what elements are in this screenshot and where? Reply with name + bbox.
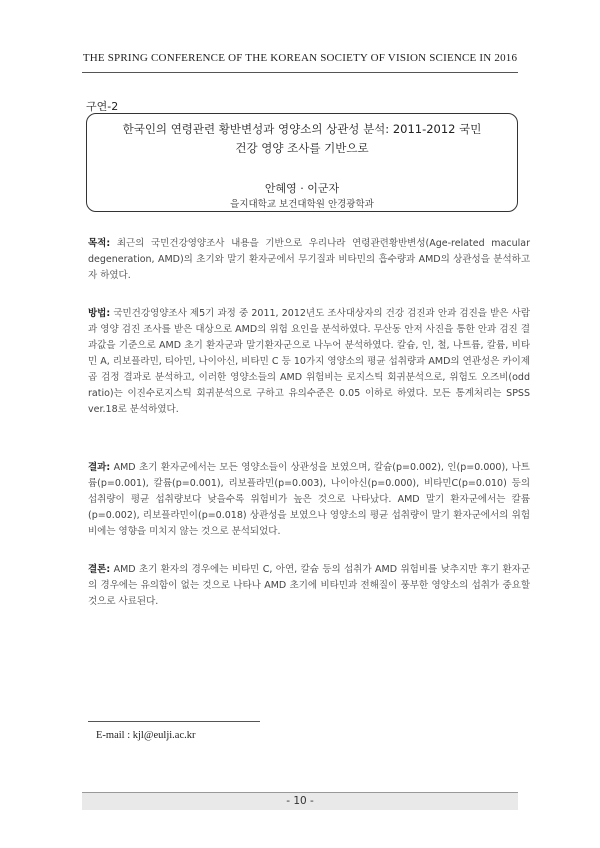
methods-section: [88, 306, 530, 418]
session-code: 구연-2: [86, 100, 119, 113]
footnote-email: E-mail : kjl@eulji.ac.kr: [96, 730, 196, 741]
results-label: 결과:: [88, 462, 111, 473]
authors: 안혜영 · 이군자: [264, 182, 340, 195]
affiliation: 을지대학교 보건대학원 안경광학과: [230, 199, 374, 210]
methods-text: 국민건강영양조사 제5기 과정 중 2011, 2012년도 조사대상자의 건강 검진과 안과 검진을 받은 사람과 영양 검진 조사를 받은 대상으로 AMD의 위험 요인을 분석하였다. 무산동 안저 사진을 통한 안과 검진 결과값을 기준으로 AMD 초기 환자군과 말기환자군으로 나누어 분석하였다. 칼슘, 인, 철, 나트륨, 칼륨, 비타민 A, 리보플라민, 티아민, 나이아신, 비타민 C 등 10가지 영양소의 평균 섭취량과 AMD의 연관성은 카이제곱 검정 결과로 분석하고, 이러한 영양소들의 AMD 위험비는 로지스틱 회귀분석으로, 위험도 오즈비(odd ratio)는 이진수로지스틱 회귀분석으로 구하고 유의수준은 0.05 이하로 하였다. 모든 통계처리는 SPSS ver.18로 분석하였다.: [88, 308, 530, 415]
paper-title: [96, 120, 508, 158]
title-line-2: 건강 영양 조사를 기반으로: [235, 141, 369, 155]
results-section: [88, 460, 530, 540]
title-line-1: 한국인의 연령관련 황반변성과 영양소의 상관성 분석: 2011-2012 국민: [122, 122, 482, 136]
conclusion-label: 결론:: [88, 564, 111, 575]
conclusion-text: AMD 초기 환자의 경우에는 비타민 C, 아연, 칼슘 등의 섭취가 AMD 위험비를 낮추지만 후기 환자군의 경우에는 유의함이 없는 것으로 나타나 AMD 초기에 비타민과 전해질이 풍부한 영양소의 섭취가 중요할 것으로 사료된다.: [88, 564, 530, 607]
purpose-section: [88, 236, 530, 284]
conclusion-section: [88, 562, 530, 610]
results-text: AMD 초기 환자군에서는 모든 영양소들이 상관성을 보였으며, 칼슘(p=0.002), 인(p=0.000), 나트륨(p=0.001), 칼륨(p=0.001), 리보플라민(p=0.003), 나이아신(p=0.000), 비타민C(p=0.010) 등의 섭취량이 평균 섭취량보다 낮을수록 위험비가 높은 것으로 나타났다. AMD 말기 환자군에서는 칼륨(p=0.002), 리보플라민이(p=0.018) 상관성을 보였으나 영양소의 평균 섭취량이 말기 환자군에서의 위험비에는 영향을 미치지 않는 것으로 분석되었다.: [88, 462, 530, 537]
page-number: - 10 -: [82, 792, 518, 810]
purpose-label: 목적:: [88, 238, 111, 249]
purpose-text: 최근의 국민건강영양조사 내용을 기반으로 우리나라 연령관련황반변성(Age-related macular degeneration, AMD)의 초기와 말기 환자군에서 무기질과 비타민의 흡수량과 AMD의 상관성을 분석하고자 하였다.: [88, 238, 530, 281]
methods-label: 방법:: [88, 308, 111, 319]
conference-header: THE SPRING CONFERENCE OF THE KOREAN SOCIETY OF VISION SCIENCE IN 2016: [82, 52, 518, 64]
header-rule: [82, 72, 518, 73]
footnote-rule: [88, 721, 260, 722]
